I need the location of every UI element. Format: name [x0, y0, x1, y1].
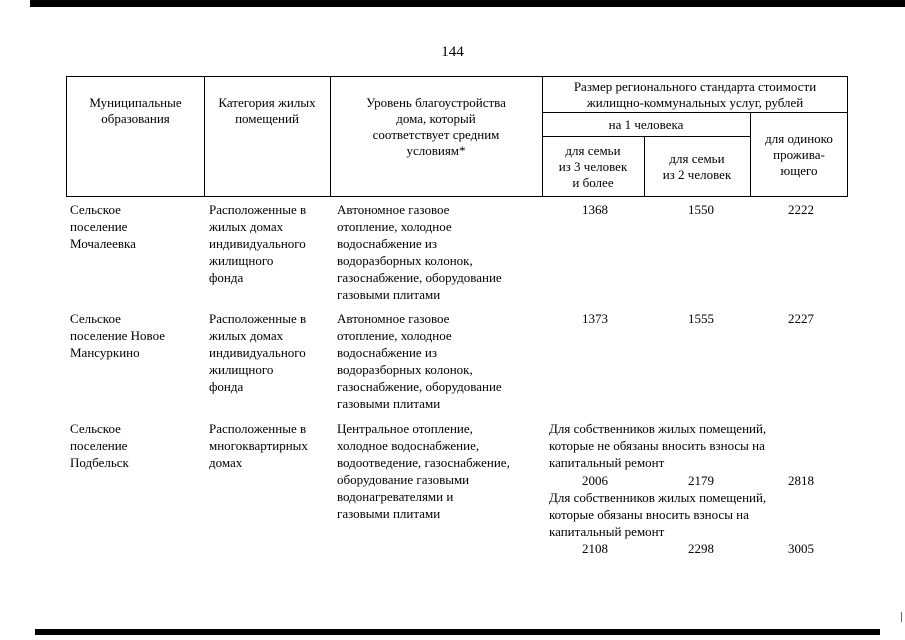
row1-single: 2222 [788, 202, 814, 217]
row1-amenities: Автономное газовое отопление, холодное водоснабжение из водоразборных колонок, газоснабжение, оборудование газовыми плитами [337, 202, 502, 302]
header-standard-size: Размер регионального стандарта стоимости жилищно-коммунальных услуг, рублей [573, 79, 817, 110]
row3-note-not-obliged: Для собственников жилых помещений, которые не обязаны вносить взносы на капитальный ремонт [549, 421, 767, 470]
row3-family3-b: 2108 [582, 541, 608, 556]
row3-family2-a: 2179 [688, 473, 714, 488]
header-amenities: Уровень благоустройства дома, который соответствует средним условиям* [366, 95, 506, 158]
top-border-bar [30, 0, 905, 7]
row2-family2: 1555 [688, 311, 714, 326]
row2-municipality: Сельское поселение Новое Мансуркино [70, 311, 166, 360]
header-divider [542, 112, 847, 113]
scan-mark [901, 612, 902, 622]
page-number: 144 [441, 44, 464, 60]
row1-family2: 1550 [688, 202, 714, 217]
header-divider [542, 136, 750, 137]
header-family2: для семьи из 2 человек [662, 151, 732, 182]
row2-category: Расположенные в жилых домах индивидуального жилищного фонда [209, 311, 307, 394]
row2-single: 2227 [788, 311, 814, 326]
row3-category: Расположенные в многоквартирных домах [209, 421, 308, 470]
row3-note-obliged: Для собственников жилых помещений, которые обязаны вносить взносы на капитальный ремонт [549, 490, 767, 539]
row3-single-a: 2818 [788, 473, 814, 488]
row2-amenities: Автономное газовое отопление, холодное водоснабжение из водоразборных колонок, газоснабжение, оборудование газовыми плитами [337, 311, 502, 411]
row1-municipality: Сельское поселение Мочалеевка [70, 202, 136, 251]
header-family3: для семьи из 3 человек и более [558, 143, 628, 190]
table-header [66, 76, 848, 197]
row2-family3: 1373 [582, 311, 608, 326]
header-per-person: на 1 человека [608, 117, 684, 132]
row3-municipality: Сельское поселение Подбельск [70, 421, 129, 470]
row1-family3: 1368 [582, 202, 608, 217]
row3-amenities: Центральное отопление, холодное водоснабжение, водоотведение, газоснабжение, оборудование газовыми водонагревателями и газовыми плитами [337, 421, 510, 521]
header-single: для одиноко прожива- ющего [765, 131, 833, 178]
bottom-border-bar [35, 629, 880, 635]
row1-category: Расположенные в жилых домах индивидуального жилищного фонда [209, 202, 307, 285]
header-category: Категория жилых помещений [218, 95, 316, 126]
header-municipality: Муниципальные образования [89, 95, 182, 126]
row3-family3-a: 2006 [582, 473, 608, 488]
row3-family2-b: 2298 [688, 541, 714, 556]
row3-single-b: 3005 [788, 541, 814, 556]
